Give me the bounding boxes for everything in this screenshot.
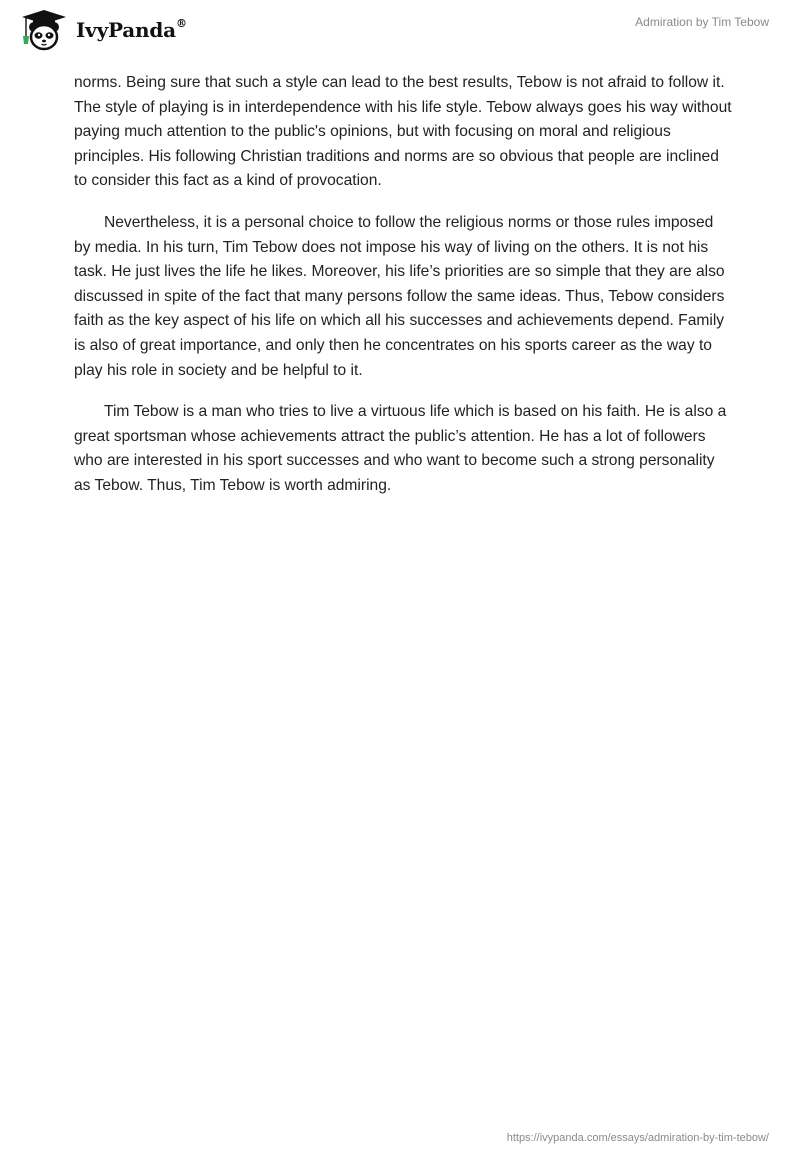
brand-logo[interactable] (14, 8, 187, 52)
brand-name: IvyPanda® (76, 17, 187, 42)
document-title: Admiration by Tim Tebow (635, 15, 769, 29)
paragraph: Tim Tebow is a man who tries to live a virtuous life which is based on his faith. He is also a great sportsman whose achievements attract the public’s attention. He has a lot of followers who are interested in his sport successes and who want to become such a strong personality as Tebow. Thus, Tim Tebow is worth admiring. (74, 403, 727, 494)
panda-graduate-icon (14, 8, 70, 52)
paragraph: norms. Being sure that such a style can lead to the best results, Tebow is not afraid to follow it. The style of playing is in interdependence with his life style. Tebow always goes his way without paying much attention to the public's opinions, but with focusing on moral and religious principles. His following Christian traditions and norms are so obvious that people are inclined to consider this fact as a kind of provocation. (74, 74, 732, 190)
registered-mark: ® (175, 17, 187, 31)
page-header (0, 0, 800, 64)
paragraph: Nevertheless, it is a personal choice to follow the religious norms or those rules imposed by media. In his turn, Tim Tebow does not impose his way of living on the others. It is not his task. He just lives the life he likes. Moreover, his life’s priorities are so simple that they are also discussed in spite of the fact that many persons follow the same ideas. Thus, Tebow considers faith as the key aspect of his life on which all his successes and achievements depend. Family is also of great importance, and only then he concentrates on his sports career as the way to play his role in society and be helpful to it. (74, 213, 725, 379)
source-url[interactable]: https://ivypanda.com/essays/admiration-by-tim-tebow/ (506, 1132, 769, 1144)
essay-body (74, 71, 734, 516)
